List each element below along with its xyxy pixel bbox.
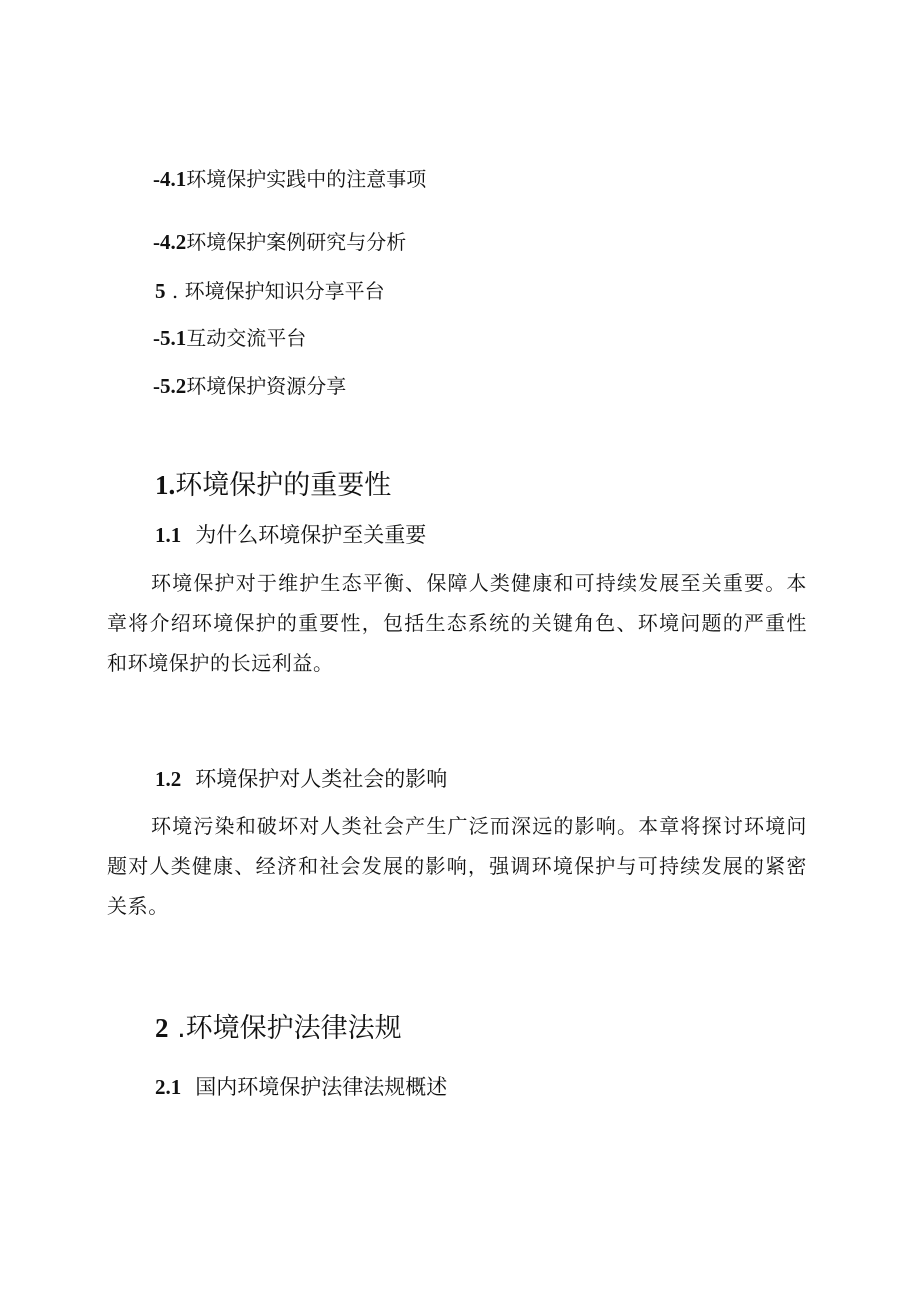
heading-title: 国内环境保护法律法规概述 xyxy=(195,1075,448,1099)
heading-title: 为什么环境保护至关重要 xyxy=(195,523,427,547)
section-1-1-paragraph: 环境保护对于维护生态平衡、保障人类健康和可持续发展至关重要。本章将介绍环境保护的重要性，包括生态系统的关键角色、环境问题的严重性和环境保护的长远利益。 xyxy=(107,571,807,675)
toc-text: 环境保护实践中的注意事项 xyxy=(186,167,427,191)
section-1-heading xyxy=(155,468,391,503)
toc-number: 5 xyxy=(155,279,166,303)
toc-number: -5.1 xyxy=(153,326,187,350)
toc-text: . 环境保护知识分享平台 xyxy=(165,279,385,303)
section-2-1-heading xyxy=(155,1073,447,1101)
section-1-2-heading xyxy=(155,765,447,793)
heading-title: 环境保护对人类社会的影响 xyxy=(195,767,448,791)
toc-number: -5.2 xyxy=(153,374,187,398)
toc-number: -4.2 xyxy=(153,230,187,254)
heading-number: 2.1 xyxy=(155,1075,182,1099)
heading-number: 1.2 xyxy=(155,767,182,791)
toc-text: 环境保护资源分享 xyxy=(186,374,347,398)
section-2-heading xyxy=(155,1011,402,1046)
heading-number: 1. xyxy=(155,470,176,500)
heading-number: 1.1 xyxy=(155,523,182,547)
toc-item-4-2 xyxy=(153,229,406,255)
section-1-1-heading xyxy=(155,521,426,549)
toc-item-5-2 xyxy=(153,373,346,399)
heading-title: .环境保护法律法规 xyxy=(168,1013,402,1044)
toc-number: -4.1 xyxy=(153,167,187,191)
toc-item-4-1 xyxy=(153,166,426,192)
heading-title: 环境保护的重要性 xyxy=(175,470,392,501)
toc-text: 互动交流平台 xyxy=(186,326,307,350)
toc-text: 环境保护案例研究与分析 xyxy=(186,230,407,254)
toc-item-5-1 xyxy=(153,325,306,351)
heading-number: 2 xyxy=(155,1013,169,1043)
toc-item-5 xyxy=(155,278,385,304)
section-1-2-paragraph: 环境污染和破坏对人类社会产生广泛而深远的影响。本章将探讨环境问题对人类健康、经济和社会发展的影响，强调环境保护与可持续发展的紧密关系。 xyxy=(107,814,807,918)
